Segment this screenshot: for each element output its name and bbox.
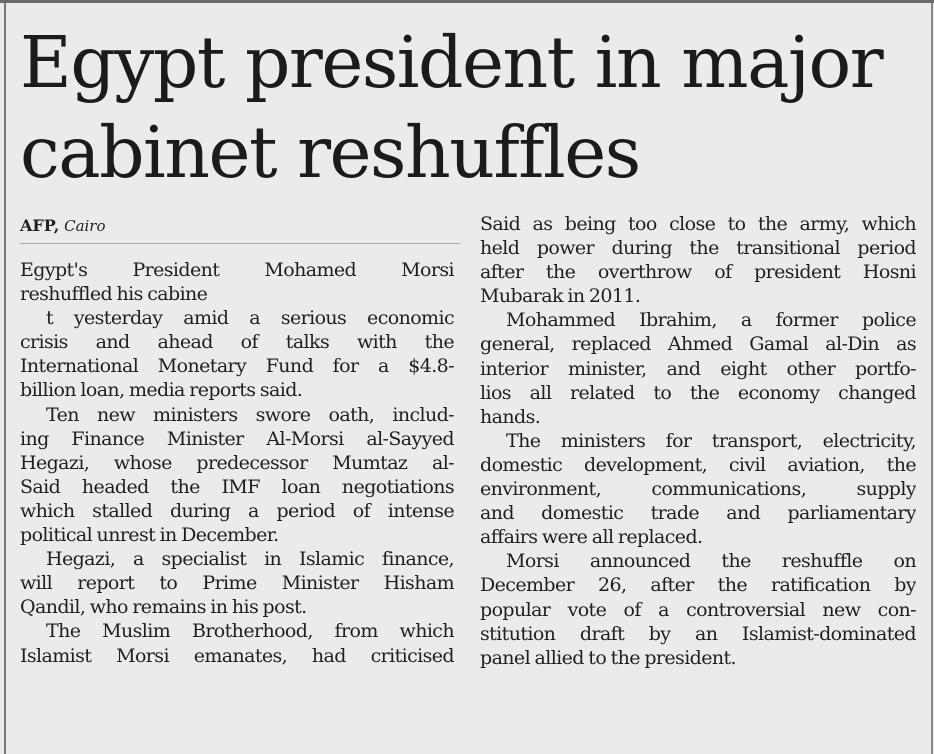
- dateline: [20, 216, 106, 236]
- body-line: Hegazi, whose predecessor Mumtaz al-: [20, 451, 454, 474]
- body-line: environment, communications, supply: [480, 478, 916, 501]
- article-column-right: [480, 212, 916, 670]
- body-line: held power during the transitional period: [480, 237, 916, 260]
- body-line: t yesterday amid a serious economic: [46, 307, 454, 330]
- body-line: Said as being too close to the army, which: [480, 213, 916, 235]
- body-line: Hegazi, a specialist in Islamic finance,: [46, 548, 454, 571]
- dateline-agency: AFP,: [20, 216, 60, 235]
- body-line: Morsi announced the reshuffle on: [506, 550, 916, 573]
- body-line: general, replaced Ahmed Gamal al-Din as: [480, 333, 916, 356]
- top-border-rule: [0, 0, 934, 3]
- body-line: Islamist Morsi emanates, had criticised: [20, 644, 454, 667]
- dateline-rule: [20, 243, 460, 244]
- body-line: will report to Prime Minister Hisham: [20, 572, 454, 595]
- body-line: Said headed the IMF loan negotiations: [20, 475, 454, 498]
- body-line: Ten new ministers swore oath, includ-: [46, 403, 454, 426]
- dateline-place: Cairo: [64, 217, 106, 235]
- body-line: interior minister, and eight other portfo-: [480, 357, 916, 380]
- body-line: popular vote of a controversial new con-: [480, 598, 916, 621]
- body-line: affairs were all replaced.: [480, 526, 703, 549]
- body-line: and domestic trade and parliamentary: [480, 502, 916, 525]
- body-line: billion loan, media reports said.: [20, 379, 303, 402]
- body-line: which stalled during a period of intense: [20, 499, 454, 522]
- body-line: December 26, after the ratification by: [480, 574, 916, 597]
- body-line: International Monetary Fund for a $4.8-: [20, 355, 454, 378]
- body-line: Mubarak in 2011.: [480, 285, 641, 308]
- article-column-left: [20, 258, 454, 668]
- body-line: Mohammed Ibrahim, a former police: [506, 309, 916, 332]
- headline-line-2: cabinet reshuffles: [20, 111, 640, 194]
- body-line: stitution draft by an Islamist-dominated: [480, 622, 916, 645]
- body-line: The ministers for transport, electricity,: [506, 429, 916, 452]
- body-line: political unrest in December.: [20, 524, 279, 547]
- body-line: hands.: [480, 405, 541, 428]
- headline-line-1: Egypt president in major: [20, 21, 883, 104]
- body-line: The Muslim Brotherhood, from which: [46, 620, 454, 643]
- body-line: crisis and ahead of talks with the: [20, 331, 454, 354]
- body-line: after the overthrow of president Hosni: [480, 261, 916, 284]
- left-border-rule: [4, 3, 6, 754]
- body-line: reshuffled his cabine: [20, 283, 208, 306]
- body-line: lios all related to the economy changed: [480, 381, 916, 404]
- body-line: domestic development, civil aviation, the: [480, 453, 916, 476]
- headline: [20, 18, 920, 198]
- right-border-rule: [931, 3, 933, 754]
- body-line: ing Finance Minister Al-Morsi al-Sayyed: [20, 427, 454, 450]
- body-line: Qandil, who remains in his post.: [20, 596, 307, 619]
- body-line: Egypt's President Mohamed Morsi: [20, 259, 454, 281]
- body-line: panel allied to the president.: [480, 646, 736, 669]
